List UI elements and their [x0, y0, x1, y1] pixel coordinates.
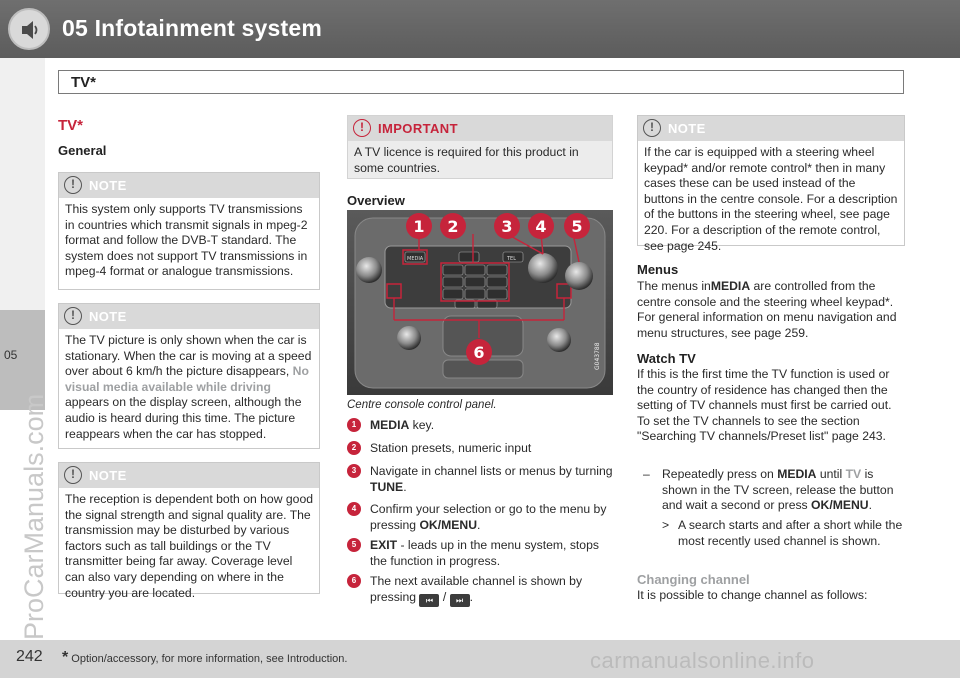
- step-text: Confirm your selection or go to the menu by pressing: [370, 502, 607, 532]
- changing-channel-text: It is possible to change channel as follows:: [637, 588, 868, 602]
- key-name: OK/MENU: [811, 498, 869, 513]
- callout-6: [466, 339, 492, 365]
- callout-2: [440, 213, 466, 239]
- page-number: 242: [16, 648, 43, 665]
- callout-number: 4: [535, 217, 547, 236]
- console-illustration: [347, 210, 613, 395]
- key-name: MEDIA: [370, 418, 410, 432]
- step-number: 2: [347, 441, 361, 455]
- important-label: IMPORTANT: [378, 121, 458, 136]
- step-text-end: .: [403, 479, 407, 494]
- step-text: The next available channel is shown by pressing: [370, 574, 583, 604]
- panel-tel-label: TEL: [507, 256, 516, 262]
- footnote-text: Option/accessory, for more information, see Introduction.: [68, 653, 348, 665]
- note-box-driving: [58, 303, 320, 449]
- exclamation-icon: !: [353, 119, 371, 137]
- sub-text: A search starts and after a short while the most recently used channel is shown.: [678, 518, 903, 548]
- note-header: [59, 304, 319, 329]
- key-name: OK/MENU: [419, 517, 478, 532]
- step-number: 6: [347, 574, 361, 588]
- callout-number: 5: [571, 217, 583, 236]
- display-message: TV: [845, 467, 862, 481]
- speaker-icon: [19, 18, 41, 42]
- menus-text: [637, 279, 907, 341]
- note-text: If the car is equipped with a steering wheel keypad* and/or remote control* then in many cases these can be used instead of the buttons in the centre console. For a description of the buttons in the steering wheel, see page 220. For a description of the remote control, see page 245.: [644, 145, 898, 253]
- callout-number: 6: [473, 343, 485, 362]
- note-header: [59, 463, 319, 488]
- display-message: No visual media available while driving: [65, 364, 309, 394]
- step-text: - leads up in the menu system, stops the function in progress.: [370, 538, 599, 568]
- chapter-icon: [8, 8, 50, 50]
- separator: /: [439, 589, 450, 604]
- footnote-star: *: [62, 649, 69, 666]
- note-label: NOTE: [89, 178, 127, 193]
- bullet-part: until: [816, 467, 846, 481]
- menus-heading: Menus: [637, 262, 679, 277]
- callout-number: 3: [501, 217, 513, 236]
- bullet-part: .: [868, 498, 872, 513]
- key-name: MEDIA: [777, 467, 817, 481]
- sub-marker: >: [662, 518, 670, 532]
- note-text: [59, 329, 319, 450]
- note-label: NOTE: [89, 468, 127, 483]
- footnote: [62, 649, 347, 667]
- note-box-format: [58, 172, 320, 290]
- section-heading: TV*: [58, 117, 84, 134]
- callout-4: [528, 213, 554, 239]
- exclamation-icon: !: [64, 466, 82, 484]
- chapter-title: 05 Infotainment system: [62, 15, 323, 41]
- bullet-text: [662, 467, 907, 514]
- callout-5: [564, 213, 590, 239]
- exclamation-icon: !: [643, 119, 661, 137]
- bullet-dash: –: [643, 467, 650, 481]
- watch-tv-text: If this is the first time the TV function is used or the country of residence has changed then the setting of TV channels must first be carried out. To set the TV channels to see the section "Searching TV channels/Preset list" page 243.: [637, 367, 892, 444]
- important-box: [347, 115, 613, 179]
- key-name: EXIT: [370, 538, 398, 552]
- note-header: [59, 173, 319, 198]
- step-text-end: .: [477, 517, 481, 532]
- photo-caption: Centre console control panel.: [347, 399, 497, 411]
- watch-tv-heading: Watch TV: [637, 351, 696, 366]
- bullet-part: Repeatedly press on: [662, 467, 778, 481]
- important-text: A TV licence is required for this product in some countries.: [348, 141, 612, 178]
- step-text-end: .: [469, 589, 474, 604]
- step-number: 5: [347, 538, 361, 552]
- exclamation-icon: !: [64, 176, 82, 194]
- note-text-part: appears on the display screen, although the audio is heard during this time. The picture reappears when the car has stopped.: [65, 395, 302, 441]
- step-text: Station presets, numeric input: [370, 441, 532, 455]
- callout-number: 1: [413, 217, 425, 236]
- callout-1: [406, 213, 432, 239]
- note-header: [638, 116, 904, 141]
- changing-channel-heading: Changing channel: [637, 572, 750, 587]
- callout-number: 2: [447, 217, 459, 236]
- general-heading: General: [58, 143, 107, 158]
- note-box-steering: [637, 115, 905, 253]
- section-header: [58, 70, 904, 94]
- note-label: NOTE: [668, 121, 706, 136]
- step-text: Navigate in channel lists or menus by turning: [370, 464, 613, 478]
- section-title: TV*: [71, 74, 97, 91]
- key-name: MEDIA: [710, 279, 751, 293]
- note-box-reception: [58, 462, 320, 600]
- step-number: 4: [347, 502, 361, 516]
- side-watermark: ProCarManuals.com: [19, 393, 49, 640]
- centre-console-photo: [347, 210, 613, 395]
- skip-forward-icon: ⏭: [450, 594, 470, 607]
- step-number: 3: [347, 464, 361, 478]
- step-text: key.: [409, 418, 435, 432]
- photo-code: G043788: [594, 342, 601, 370]
- bullet-part: is shown in the TV screen, release the button and wait a second or press: [662, 467, 894, 513]
- note-label: NOTE: [89, 309, 127, 324]
- important-header: [348, 116, 612, 141]
- overview-heading: Overview: [347, 193, 405, 208]
- footer-watermark: carmanualsonline.info: [590, 648, 815, 673]
- menus-text-part: The menus in: [637, 279, 711, 293]
- callout-3: [494, 213, 520, 239]
- key-name: TUNE: [370, 479, 404, 494]
- exclamation-icon: !: [64, 307, 82, 325]
- skip-back-icon: ⏮: [419, 594, 439, 607]
- menus-text-part: are controlled from the centre console and the steering wheel keypad*. For general information on menu navigation and menu structures, see page 259.: [637, 279, 897, 340]
- chapter-header: [0, 0, 960, 58]
- note-text-part: The TV picture is only shown when the car is stationary. When the car is moving at a speed over about 6 km/h the picture disappears,: [65, 333, 312, 379]
- note-text: The reception is dependent both on how good the signal strength and signal quality are. The transmission may be disturbed by various factors such as tall buildings or the TV transmitter being far away. Coverage level can also vary depending on where in the country you are located.: [65, 492, 313, 600]
- chapter-tab-number: 05: [4, 348, 18, 362]
- step-number: 1: [347, 418, 361, 432]
- note-text: This system only supports TV transmissions in countries which transmit signals in mpeg-2 format and follow the DVB-T standard. The system does not support TV transmissions in mpeg-4 format or analogue transmissions.: [65, 202, 308, 279]
- panel-media-label: MEDIA: [407, 256, 424, 262]
